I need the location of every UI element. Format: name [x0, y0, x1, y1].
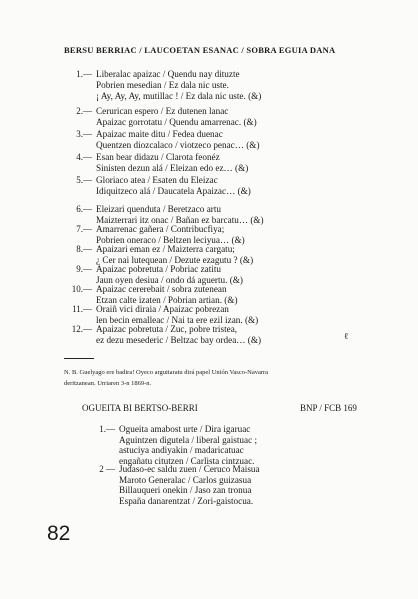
- verse-line: Apaizac pobretuta / Pobriac zatitu: [96, 264, 222, 274]
- stanza-number: 1.—: [99, 424, 115, 434]
- footnote-rule: [64, 358, 94, 359]
- verse-line: astuciya andiyakin / madaricatuac: [119, 445, 244, 455]
- verse-line: Etzan calte izaten / Pobrian artian. (&): [96, 295, 238, 305]
- verse-line: Aguintzen digutela / liberal gaistuac ;: [119, 434, 258, 445]
- verse-line: engañatu citutzen / Carlista cintzuac.: [119, 455, 255, 466]
- stanza-number: 8.—: [76, 244, 92, 254]
- verse-line: Gloriaco atea / Esaten du Eleizac: [96, 175, 218, 185]
- verse-line: Apaizac gorrotatu / Quendu amarrenac. (&): [96, 117, 257, 127]
- verse-line: Maroto Generalac / Carlos guizasua: [119, 474, 252, 485]
- verse-line: Apaizac pobretuta / Zuc, pobre tristea,: [96, 324, 238, 334]
- stanza-number: 7.—: [76, 224, 92, 234]
- verse-line: ¿ Cer nai lutequean / Dezute ezagutu ? (&): [96, 255, 254, 265]
- stanza-number: 11.—: [72, 304, 92, 314]
- footnote-line-2: deritzanean. Urriaren 3-n 1869-n.: [64, 380, 152, 387]
- stanza-number: 5.—: [76, 175, 92, 185]
- verse-line: Cerurican espero / Ez dutenen lanac: [96, 106, 229, 116]
- verse-line: España danarentzat / Zori-gaistocua.: [119, 495, 254, 506]
- section-title: OGUEITA BI BERTSO-BERRI: [82, 403, 198, 413]
- stanza-number: 2 —: [99, 464, 115, 474]
- footnote-line-1: N. B. Guelyago ere badira! Oyeco arguitaratu dirá papel Unión Vasco-Navarra: [64, 369, 269, 376]
- verse-line: Eleizari quenduta / Beretzaco artu: [96, 204, 221, 214]
- stanza-number: 3.—: [76, 129, 92, 139]
- verse-line: Idiquitzeco alá / Daucatela Apaizac… (&): [96, 186, 251, 196]
- verse-line: Quentzen diozcalaco / viotzeco penac… (&): [96, 140, 260, 150]
- verse-line: Sinisten dezun alá / Eleizan edo ez… (&): [96, 163, 249, 173]
- verse-line: ¡ Ay, Ay, Ay, mutillac ! / Ez dala nic uste. (&): [96, 91, 262, 101]
- verse-line: Pobrien oneraco / Beltzen leciyua… (&): [96, 235, 245, 245]
- stanza-number: 12.—: [71, 324, 92, 334]
- stanza-number: 2.—: [76, 106, 92, 116]
- verse-line: Apaizari eman ez / Maizterra cargatu;: [96, 244, 235, 254]
- stanza-number: 4.—: [76, 152, 92, 162]
- verse-line: Ogueita amabost urte / Dira igaruac: [119, 424, 251, 434]
- stanza-number: 1.—: [76, 69, 92, 79]
- verse-line: Apaizac maite ditu / Fedea duenac: [96, 129, 223, 139]
- verse-line: Judaso-ec saldu zuen / Ceruco Maisua: [119, 464, 260, 474]
- stanza-number: 10.—: [71, 284, 92, 294]
- verse-line: Amarrenac gañera / Contribucfiya;: [96, 224, 225, 234]
- verse-line: Oraiñ vici diraia / Apaizac pobrezan: [96, 304, 229, 314]
- ink-mark: ℓ: [344, 331, 349, 341]
- section-reference: BNP / FCB 169: [300, 403, 357, 413]
- verse-line: ez dezu mesederic / Beltzac bay ordea… (&): [96, 335, 262, 345]
- page-title: BERSU BERRIAC / LAUCOETAN ESANAC / SOBRA EGUIA DANA: [64, 45, 336, 55]
- verse-line: Jaun oyen desiua / ondo dá aguertu. (&): [96, 275, 243, 285]
- stanza-number: 6.—: [76, 204, 92, 214]
- verse-line: Maizterrari itz onac / Bañan ez barcatu… (&): [96, 215, 264, 225]
- stanza-number: 9.—: [76, 264, 92, 274]
- verse-line: Billauqueri onekin / Jaso zan tronua: [119, 485, 252, 495]
- verse-line: len becin emalleac / Nai ta ere ezil izan. (&): [96, 315, 259, 325]
- verse-line: Apaizac cererebait / sobra zutenean: [96, 284, 227, 294]
- page-number: 82: [47, 522, 71, 545]
- verse-line: Liberalac apaizac / Quendu nay dituzte: [96, 69, 240, 79]
- verse-line: Esan bear didazu / Clarota feonéz: [96, 152, 220, 162]
- verse-line: Pobrien mesedian / Ez dala nic uste.: [96, 80, 229, 90]
